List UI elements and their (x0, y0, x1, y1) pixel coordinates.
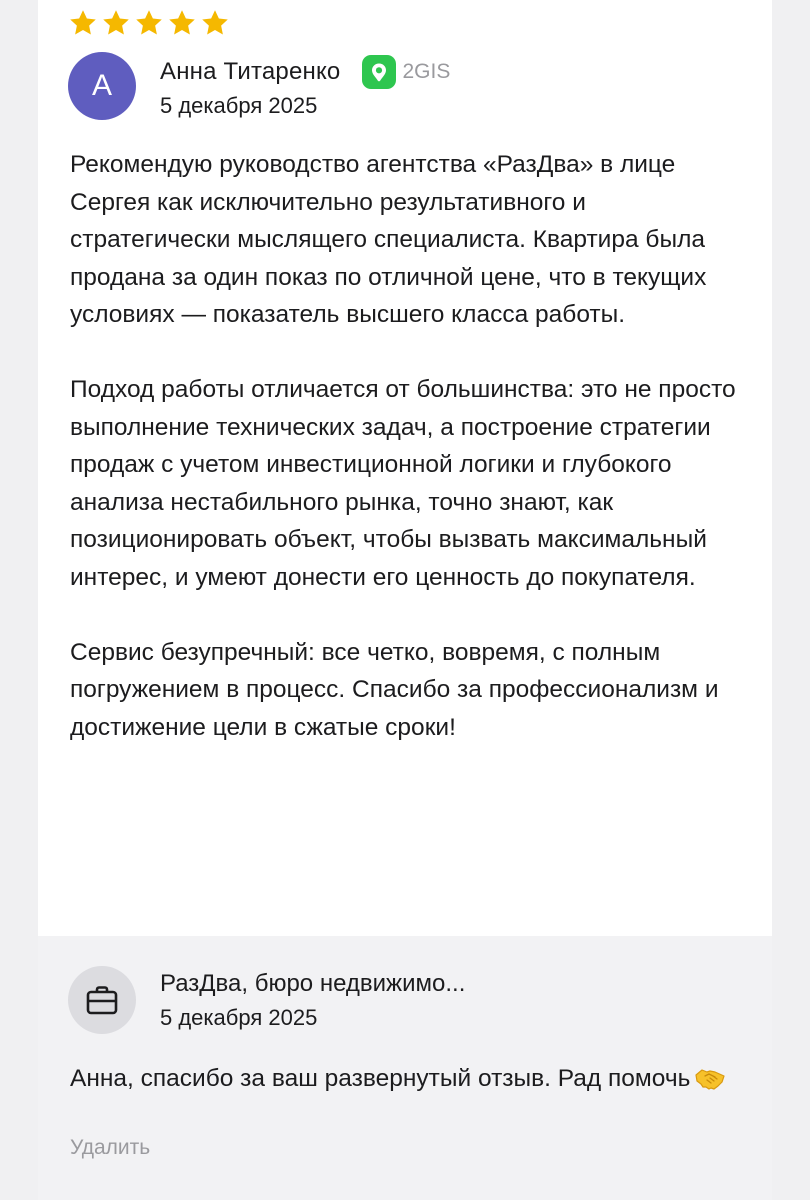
rating-stars (68, 8, 230, 38)
briefcase-icon (84, 982, 120, 1018)
2gis-logo-icon (362, 55, 396, 89)
author-name-line (160, 56, 450, 88)
review-date: 5 декабря 2025 (160, 93, 318, 118)
review-source (362, 55, 450, 89)
reply-meta (160, 968, 465, 1031)
business-name[interactable]: РазДва, бюро недвижимо... (160, 970, 466, 997)
star-icon (167, 8, 197, 38)
review-text (70, 146, 750, 784)
business-avatar (68, 966, 136, 1034)
review-paragraph: Подход работы отличается от большинства: это не просто выполнение технических задач, а построение стратегии продаж с учетом инвестиционной логики и глубокого анализа нестабильного рынка, точно знают, как позиционировать объект, чтобы вызвать максимальный интерес, и умеют донести его ценность до покупателя. (70, 376, 736, 591)
delete-reply-link[interactable]: Удалить (70, 1136, 151, 1159)
review-card (38, 0, 772, 1200)
review-paragraph: Сервис безупречный: все четко, вовремя, с полным погружением в процесс. Спасибо за профессионализм и достижение цели в сжатые сроки! (70, 638, 719, 741)
review-paragraph: Рекомендую руководство агентства «РазДва» в лице Сергея как исключительно результативного и стратегически мыслящего специалиста. Квартира была продана за один показ по отличной цене, что в текущих условиях — показатель высшего класса работы. (70, 151, 707, 328)
author-name[interactable]: Анна Титаренко (160, 58, 341, 85)
avatar[interactable]: А (68, 52, 136, 120)
business-reply (38, 936, 772, 1200)
reply-text: Анна, спасибо за ваш развернутый отзыв. Рад помочь (70, 1065, 691, 1092)
source-label: 2GIS (402, 60, 451, 83)
star-icon (68, 8, 98, 38)
reply-text-block (70, 1060, 730, 1102)
reply-date: 5 декабря 2025 (160, 1005, 318, 1030)
star-icon (200, 8, 230, 38)
author-row (68, 52, 450, 120)
handshake-icon (694, 1064, 726, 1102)
author-meta (160, 56, 450, 119)
star-icon (134, 8, 164, 38)
star-icon (101, 8, 131, 38)
